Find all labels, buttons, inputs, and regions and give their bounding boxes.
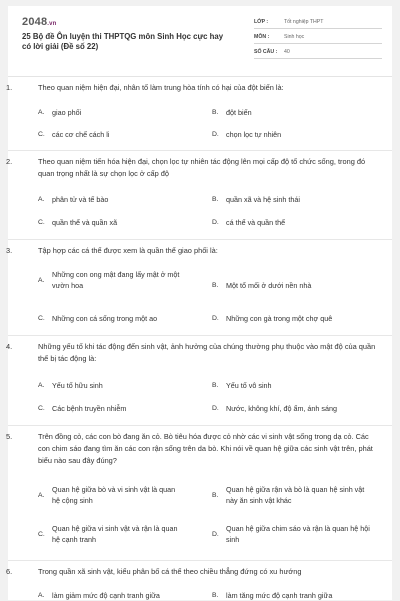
meta-class: LỚP : Tốt nghiệp THPT: [254, 16, 382, 29]
question-6-option-b[interactable]: B. làm tăng mức độ cạnh tranh giữa: [212, 591, 333, 600]
meta-question-count: SỐ CÂU : 40: [254, 46, 382, 59]
question-6-option-a[interactable]: A. làm giảm mức độ cạnh tranh giữa: [38, 591, 160, 600]
question-separator: [8, 239, 392, 240]
question-2-text: 2. Theo quan niệm tiến hóa hiện đại, chọn lọc tự nhiên tác động lên mọi cấp độ tổ chức sống, trong đó quan trọng nhất là sự chọn lọc ở cấp độ: [6, 157, 366, 178]
question-1-option-b[interactable]: B. đột biến: [212, 108, 252, 117]
exam-header: [8, 6, 392, 68]
question-3-option-d[interactable]: D. Những con gà trong một chợ quê: [212, 314, 333, 323]
question-2-option-c[interactable]: C. quần thể và quần xã: [38, 218, 118, 227]
question-5-option-c[interactable]: C. Quan hệ giữa vi sinh vật và rận là quan hệ cạnh tranh: [38, 524, 178, 544]
question-2-option-b[interactable]: B. quần xã và hệ sinh thái: [212, 195, 300, 204]
question-5-option-d[interactable]: D. Quan hệ giữa chim sáo và rận là quan hệ hội sinh: [212, 524, 370, 544]
header-divider: [8, 76, 392, 77]
question-1-option-c[interactable]: C. các cơ chế cách li: [38, 130, 110, 139]
question-separator: [8, 425, 392, 426]
question-4-option-a[interactable]: A. Yếu tố hữu sinh: [38, 381, 103, 390]
question-separator: [8, 560, 392, 561]
question-3-text: 3. Tập hợp các cá thể được xem là quần thể giao phối là:: [6, 246, 218, 255]
question-2-option-d[interactable]: D. cá thể và quần thể: [212, 218, 286, 227]
question-5-option-b[interactable]: B. Quan hệ giữa rận và bò là quan hệ sinh vật này ăn sinh vật khác: [212, 485, 365, 505]
question-4-text: 4. Những yếu tố khi tác động đến sinh vật, ảnh hưởng của chúng thường phụ thuộc vào mật độ của quần thể bị tác động là:: [6, 342, 376, 363]
question-1-option-d[interactable]: D. chọn lọc tự nhiên: [212, 130, 282, 139]
question-4-option-b[interactable]: B. Yếu tố vô sinh: [212, 381, 272, 390]
question-separator: [8, 335, 392, 336]
meta-subject: MÔN : Sinh học: [254, 31, 382, 44]
question-6-text: 6. Trong quần xã sinh vật, kiểu phân bố cá thể theo chiều thẳng đứng có xu hướng: [6, 567, 302, 576]
question-5-text: 5. Trên đồng cỏ, các con bò đang ăn cỏ. Bò tiêu hóa được cỏ nhờ các vi sinh vật sống trong dạ cỏ. Các con chim sáo đang tìm ăn các con rận sống trên da bò. Khi nói về quan hệ giữa các sinh vật trên, phát biểu nào sau đây đúng?: [6, 432, 373, 465]
exam-meta: [254, 16, 382, 61]
question-3-option-b[interactable]: B. Một tổ mối ở dưới nền nhà: [212, 281, 312, 290]
exam-title: 25 Bộ đề Ôn luyện thi THPTQG môn Sinh Học cực hay có lời giải (Đề số 22): [22, 32, 224, 51]
question-4-option-d[interactable]: D. Nước, không khí, độ ẩm, ánh sáng: [212, 404, 338, 413]
question-3-option-a[interactable]: A. Những con ong mật đang lấy mật ở một vườn hoa: [38, 270, 180, 290]
question-separator: [8, 150, 392, 151]
question-1-text: 1. Theo quan niệm hiện đại, nhân tố làm trung hòa tính có hại của đột biến là:: [6, 83, 284, 92]
site-logo[interactable]: 2048.vn: [22, 16, 57, 28]
question-4-option-c[interactable]: C. Các bệnh truyền nhiễm: [38, 404, 127, 413]
question-3-option-c[interactable]: C. Những con cá sống trong một ao: [38, 314, 158, 323]
question-2-option-a[interactable]: A. phân tử và tế bào: [38, 195, 109, 204]
exam-page: [8, 6, 392, 600]
question-5-option-a[interactable]: A. Quan hệ giữa bò và vi sinh vật là quan hệ cộng sinh: [38, 485, 176, 505]
question-1-option-a[interactable]: A. giao phối: [38, 108, 82, 117]
